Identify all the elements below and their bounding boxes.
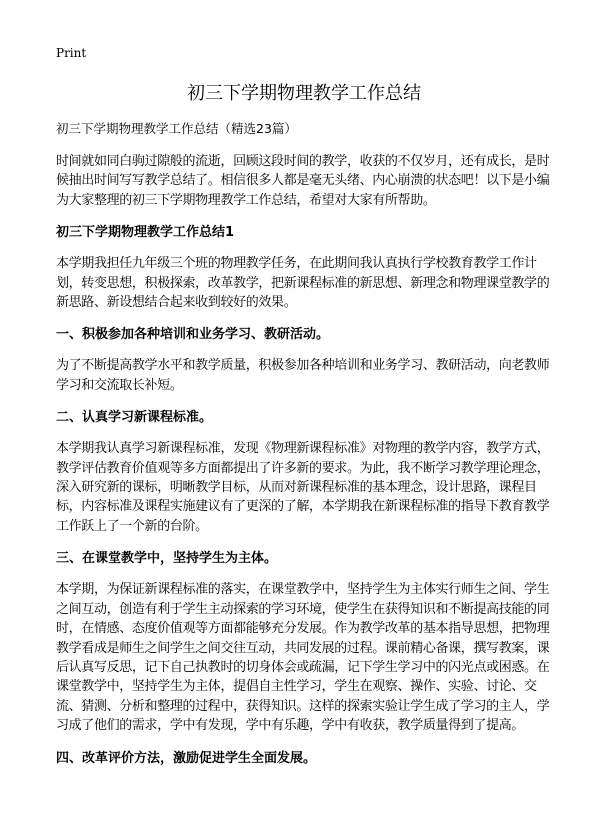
heading-2: 二、认真学习新课程标准。: [56, 410, 213, 426]
document-subtitle: 初三下学期物理教学工作总结（精选23篇）: [56, 121, 297, 136]
section-title: 初三下学期物理教学工作总结1: [56, 225, 235, 241]
print-link[interactable]: Print: [56, 46, 87, 60]
heading-4: 四、改革评价方法，激励促进学生全面发展。: [56, 750, 317, 766]
body-paragraph-1: 为了不断提高教学水平和教学质量，积极参加各种培训和业务学习、教研活动，向老教师学习和交流取长补短。: [56, 358, 550, 393]
section-intro-paragraph: 本学期我担任九年级三个班的物理教学任务，在此期间我认真执行学校教育教学工作计划，转变思想，积极探索，改革教学，把新课程标准的新思想、新理念和物理课堂教学的新思路、新设想结合起来收到较好的效果。: [56, 256, 550, 311]
document-body: [56, 120, 560, 780]
document-title: 初三下学期物理教学工作总结: [187, 83, 421, 104]
body-paragraph-3: 本学期，为保证新课程标准的落实，在课堂教学中，坚持学生为主体实行师生之间、学生之间互动，创造有利于学生主动探索的学习环境，使学生在获得知识和不断提高技能的同时，在情感、态度价值观等方面都能够充分发展。作为教学改革的基本指导思想，把物理教学看成是师生之间学生之间交往互动，共同发展的过程。课前精心备课，撰写教案，课后认真写反思，记下自己执教时的切身体会或疏漏，记下学生学习中的闪光点或困惑。在课堂教学中，坚持学生为主体，提倡自主性学习，学生在观察、操作、实验、讨论、交流、猜测、分析和整理的过程中，获得知识。这样的探索实验让学生成了学习的主人，学习成了他们的需求，学中有发现，学中有乐趣，学中有收获，教学质量得到了提高。: [56, 582, 550, 734]
heading-3: 三、在课堂教学中，坚持学生为主体。: [56, 551, 278, 567]
body-paragraph-2: 本学期我认真学习新课程标准，发现《物理新课程标准》对物理的教学内容，教学方式，教学评估教育价值观等多方面都提出了许多新的要求。为此，我不断学习教学理论理念，深入研究新的课标，明晰教学目标，从而对新课程标准的基本理念，设计思路，课程目标，内容标准及课程实施建议有了更深的了解，本学期我在新课程标准的指导下教育教学工作跃上了一个新的台阶。: [56, 441, 550, 534]
heading-1: 一、积极参加各种培训和业务学习、教研活动。: [56, 327, 330, 343]
intro-paragraph: 时间就如同白驹过隙般的流逝，回顾这段时间的教学，收获的不仅岁月，还有成长，是时候抽出时间写写教学总结了。相信很多人都是毫无头绪、内心崩溃的状态吧！以下是小编为大家整理的初三下学期物理教学工作总结，希望对大家有所帮助。: [56, 154, 550, 208]
